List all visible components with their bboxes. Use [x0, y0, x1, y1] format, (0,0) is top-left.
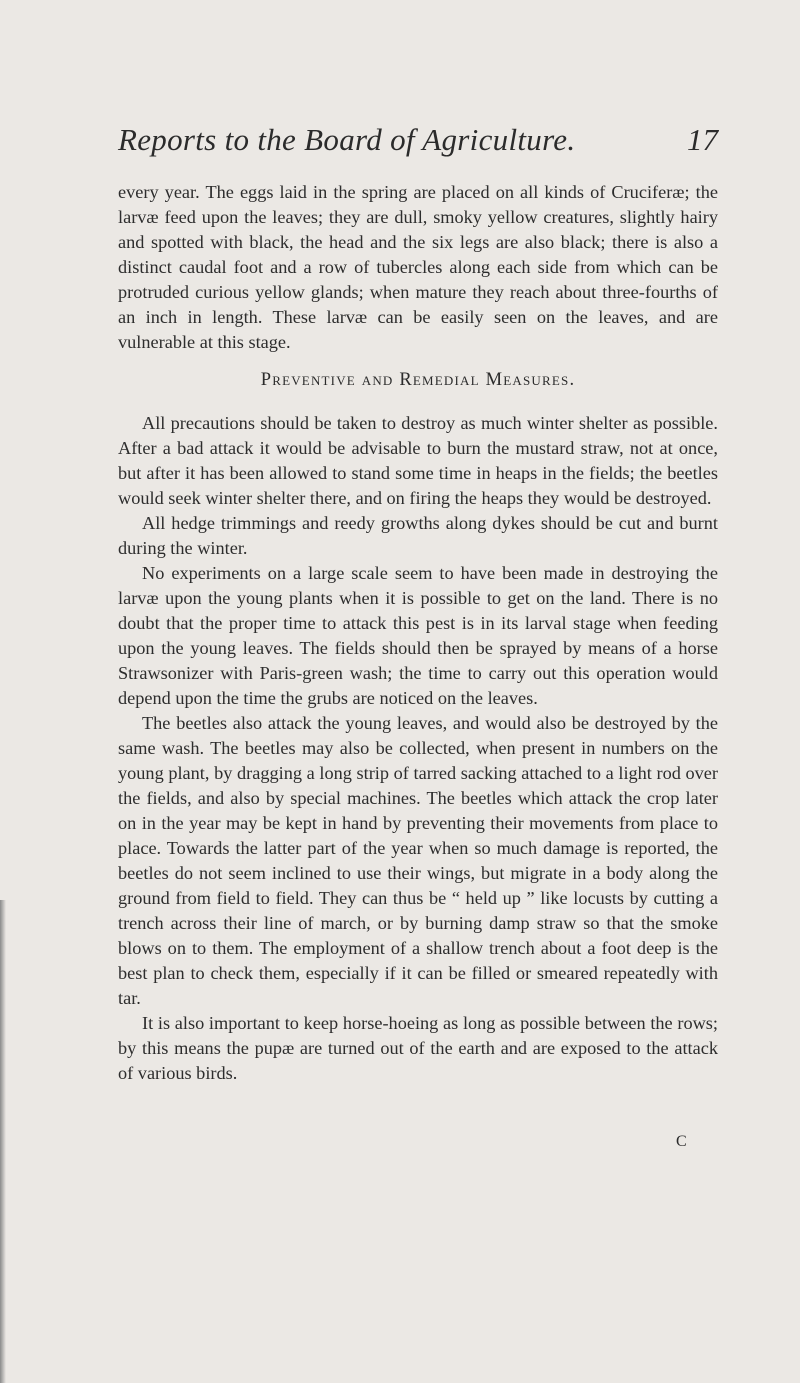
section-heading: Preventive and Remedial Measures. [260, 370, 576, 390]
paragraph-winter-shelter: All precautions should be taken to destroy as much winter shelter as possible. After a bad attack it would be advisable to burn the mustard straw, not at once, but after it has been allowed to stand some time in heaps in the fields; the beetles would seek winter shelter there, and on firing the heaps they would be destroyed. [118, 413, 718, 508]
running-title: Reports to the Board of Agriculture. [118, 122, 576, 157]
paragraph-hedge-trimmings: All hedge trimmings and reedy growths along dykes should be cut and burnt during the winter. [118, 513, 718, 558]
intro-text-block [118, 180, 718, 355]
page-edge-shadow [0, 900, 6, 1383]
paragraph-spraying: No experiments on a large scale seem to have been made in destroying the larvæ upon the young plants when it is possible to get on the land. There is no doubt that the proper time to attack this pest is in its larval stage when feeding upon the young leaves. The fields should then be sprayed by means of a horse Strawsonizer with Paris-green wash; the time to carry out this operation would depend upon the time the grubs are noticed on the leaves. [118, 563, 718, 708]
page-number: 17 [687, 122, 718, 157]
paragraph-beetles: The beetles also attack the young leaves, and would also be destroyed by the same wash. The beetles may also be collected, when present in numbers on the young plant, by dragging a long strip of tarred sacking attached to a light rod over the fields, and also by special machines. The beetles which attack the crop later on in the year may be kept in hand by preventing their movements from place to place. Towards the latter part of the year when so much damage is reported, the beetles do not seem inclined to use their wings, but migrate in a body along the ground from field to field. They can thus be “ held up ” like locusts by cutting a trench across their line of march, or by burning damp straw so that the smoke blows on to them. The employment of a shallow trench about a foot deep is the best plan to check them, especially if it can be filled or smeared repeatedly with tar. [118, 713, 718, 1008]
intro-paragraph: every year. The eggs laid in the spring are placed on all kinds of Cruciferæ; the larvæ feed upon the leaves; they are dull, smoky yellow creatures, slightly hairy and spotted with black, the head and the six legs are also black; there is also a distinct caudal foot and a row of tubercles along each side from which can be protruded curious yellow glands; when mature they reach about three-fourths of an inch in length. These larvæ can be easily seen on the leaves, and are vulnerable at this stage. [118, 182, 718, 352]
signature-mark: C [676, 1133, 687, 1150]
paragraph-horse-hoeing: It is also important to keep horse-hoeing as long as possible between the rows; by this means the pupæ are turned out of the earth and are exposed to the attack of various birds. [118, 1013, 718, 1083]
section-text-block [118, 411, 718, 1086]
running-head [118, 122, 718, 162]
